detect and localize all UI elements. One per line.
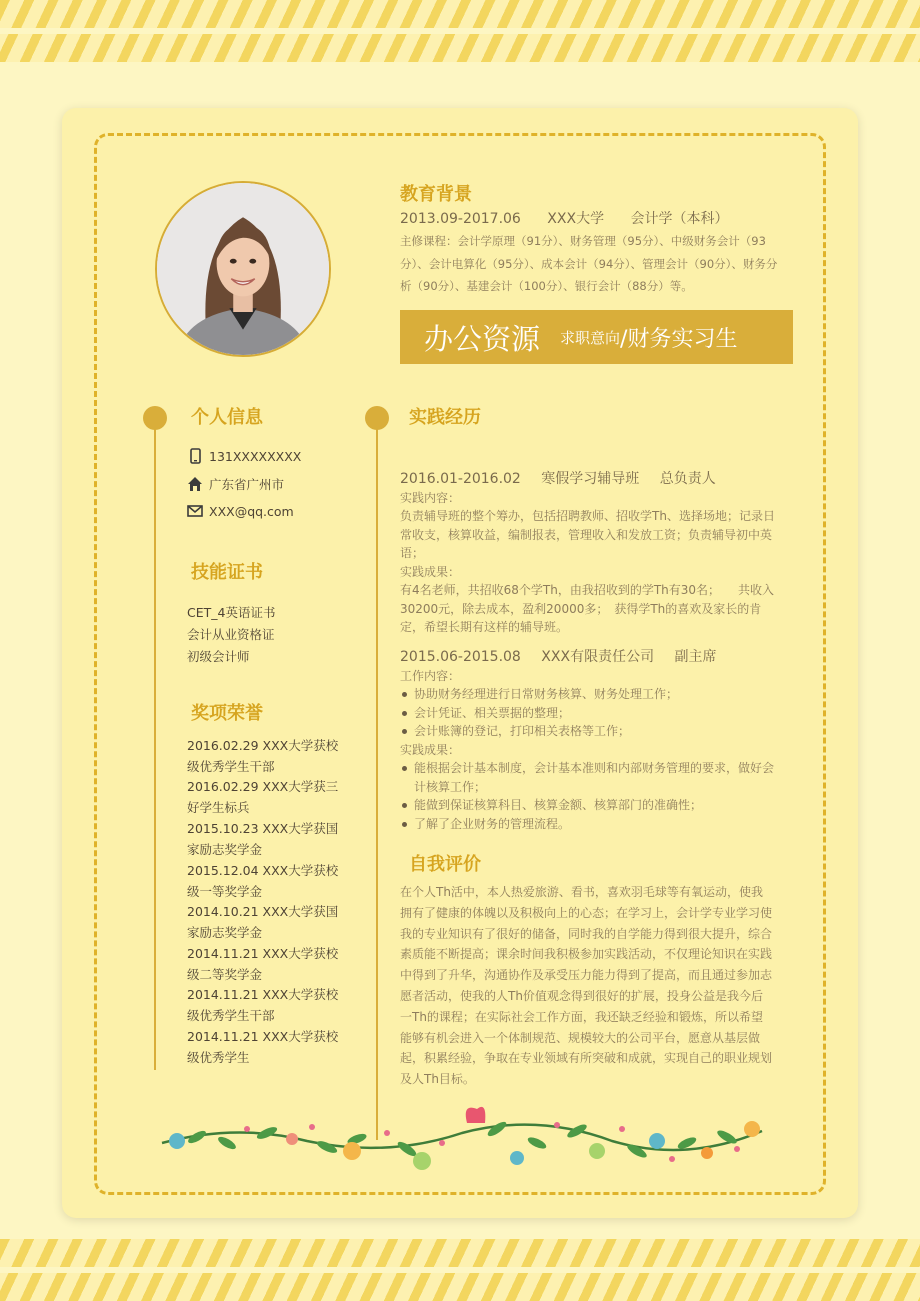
award-item: 2016.02.29 XXX大学获三好学生标兵	[187, 779, 339, 815]
education-major: 会计学（本科）	[630, 211, 729, 227]
left-timeline-line	[154, 418, 156, 1070]
profile-photo	[155, 181, 331, 357]
right-timeline-dot	[365, 406, 389, 430]
award-item: 2014.11.21 XXX大学获校级优秀学生干部	[187, 987, 339, 1023]
title-banner	[400, 310, 793, 364]
award-item: 2014.11.21 XXX大学获校级优秀学生	[187, 1029, 339, 1065]
education-courses: 主修课程：会计学原理（91分）、财务管理（95分）、中级财务会计（93分）、会计电算化（95分）、成本会计（94分）、管理会计（90分）、财务分析（90分）、基建会计（100分）、银行会计（88分）等。	[400, 234, 778, 293]
exp2-role: 副主席	[674, 649, 717, 665]
address-text: 广东省广州市	[209, 477, 285, 492]
award-item: 2015.10.23 XXX大学获国家励志奖学金	[187, 821, 339, 857]
exp2-period: 2015.06-2015.08	[400, 649, 521, 665]
exp2-result-label: 实践成果：	[400, 742, 461, 757]
exp1-result-label: 实践成果：	[400, 564, 461, 579]
exp1-role: 总负责人	[659, 471, 716, 487]
education-line	[400, 208, 751, 228]
brand-text: 办公资源	[424, 321, 541, 356]
flower-garland-decoration	[157, 1103, 767, 1183]
right-timeline-line	[376, 418, 378, 1140]
address-row	[187, 475, 284, 493]
exp1-content-label: 实践内容：	[400, 490, 461, 505]
practice-experience-1	[400, 470, 780, 637]
exp1-period: 2016.01-2016.02	[400, 471, 521, 487]
exp2-content-label: 工作内容：	[400, 668, 461, 683]
job-intent-label: 求职意向	[560, 328, 621, 347]
phone-row	[187, 448, 301, 464]
phone-text: 131XXXXXXXX	[209, 448, 302, 464]
exp1-org: 寒假学习辅导班	[541, 471, 640, 487]
skills-list	[187, 602, 275, 668]
top-stripe-border	[0, 0, 920, 62]
awards-title: 奖项荣誉	[191, 703, 263, 724]
phone-icon	[187, 448, 203, 464]
exp1-content: 负责辅导班的整个筹办，包括招聘教师、招收学Th、选择场地；记录日常收支，核算收益，编制报表，管理收入和发放工资；负责辅导初中英语；	[400, 509, 775, 560]
exp2-result: 了解了企业财务的管理流程。	[400, 815, 780, 834]
resume-card	[62, 108, 858, 1218]
email-text: XXX@qq.com	[209, 503, 294, 519]
self-eval-title: 自我评价	[409, 854, 481, 875]
exp2-result: 能根据会计基本制度，会计基本准则和内部财务管理的要求，做好会计核算工作；	[400, 759, 780, 796]
left-timeline-dot	[143, 406, 167, 430]
award-item: 2015.12.04 XXX大学获校级一等奖学金	[187, 863, 339, 899]
skill-item: CET_4英语证书	[187, 605, 276, 620]
mail-icon	[187, 503, 203, 519]
award-item: 2016.02.29 XXX大学获校级优秀学生干部	[187, 738, 339, 774]
personal-info-title: 个人信息	[191, 407, 263, 428]
self-eval-text: 在个人Th活中，本人热爱旅游、看书，喜欢羽毛球等有氧运动，使我拥有了健康的体魄以及积极向上的心态；在学习上，会计学专业学习使我的专业知识有了很好的储备，同时我的自学能力得到很大提升，综合素质能不断提高；课余时间我积极参加实践活动，不仅理论知识在实践中得到了升华，沟通协作及承受压力能力得到了提高，而且通过参加志愿者活动，使我的人Th价值观念得到很好的扩展，投身公益是我今后一Th的课程；在实际社会工作方面，我还缺乏经验和锻炼，所以希望能够有机会进入一个体制规范、规模较大的公司平台，愿意从基层做起，积累经验，争取在专业领域有所突破和成就，实现自己的职业规划及人Th目标。	[400, 885, 773, 1087]
education-period: 2013.09-2017.06	[400, 211, 521, 227]
exp1-header	[400, 470, 780, 489]
exp2-result: 能做到保证核算科目、核算金额、核算部门的准确性；	[400, 796, 780, 815]
practice-title: 实践经历	[409, 407, 481, 428]
email-row	[187, 503, 294, 519]
exp2-header	[400, 648, 780, 667]
skill-item: 初级会计师	[187, 649, 250, 664]
award-item: 2014.10.21 XXX大学获国家励志奖学金	[187, 904, 339, 940]
home-icon	[187, 476, 203, 492]
job-intent-value: /财务实习生	[620, 326, 738, 352]
skills-title: 技能证书	[191, 562, 263, 583]
exp2-task: 会计凭证、相关票据的整理；	[400, 704, 780, 723]
practice-experience-2	[400, 648, 780, 833]
exp2-task: 会计账簿的登记，打印相关表格等工作；	[400, 722, 780, 741]
award-item: 2014.11.21 XXX大学获校级二等奖学金	[187, 946, 339, 982]
bottom-stripe-border	[0, 1239, 920, 1301]
exp2-org: XXX有限责任公司	[541, 649, 655, 665]
skill-item: 会计从业资格证	[187, 627, 275, 642]
education-school: XXX大学	[547, 211, 605, 227]
education-title: 教育背景	[400, 184, 472, 205]
exp1-result: 有4名老师，共招收68个学Th，由我招收到的学Th有30名； 共收入30200元，除去成本，盈利20000多； 获得学Th的喜欢及家长的肯定，希望长期有这样的辅导班。	[400, 583, 775, 634]
exp2-task: 协助财务经理进行日常财务核算、财务处理工作；	[400, 685, 780, 704]
